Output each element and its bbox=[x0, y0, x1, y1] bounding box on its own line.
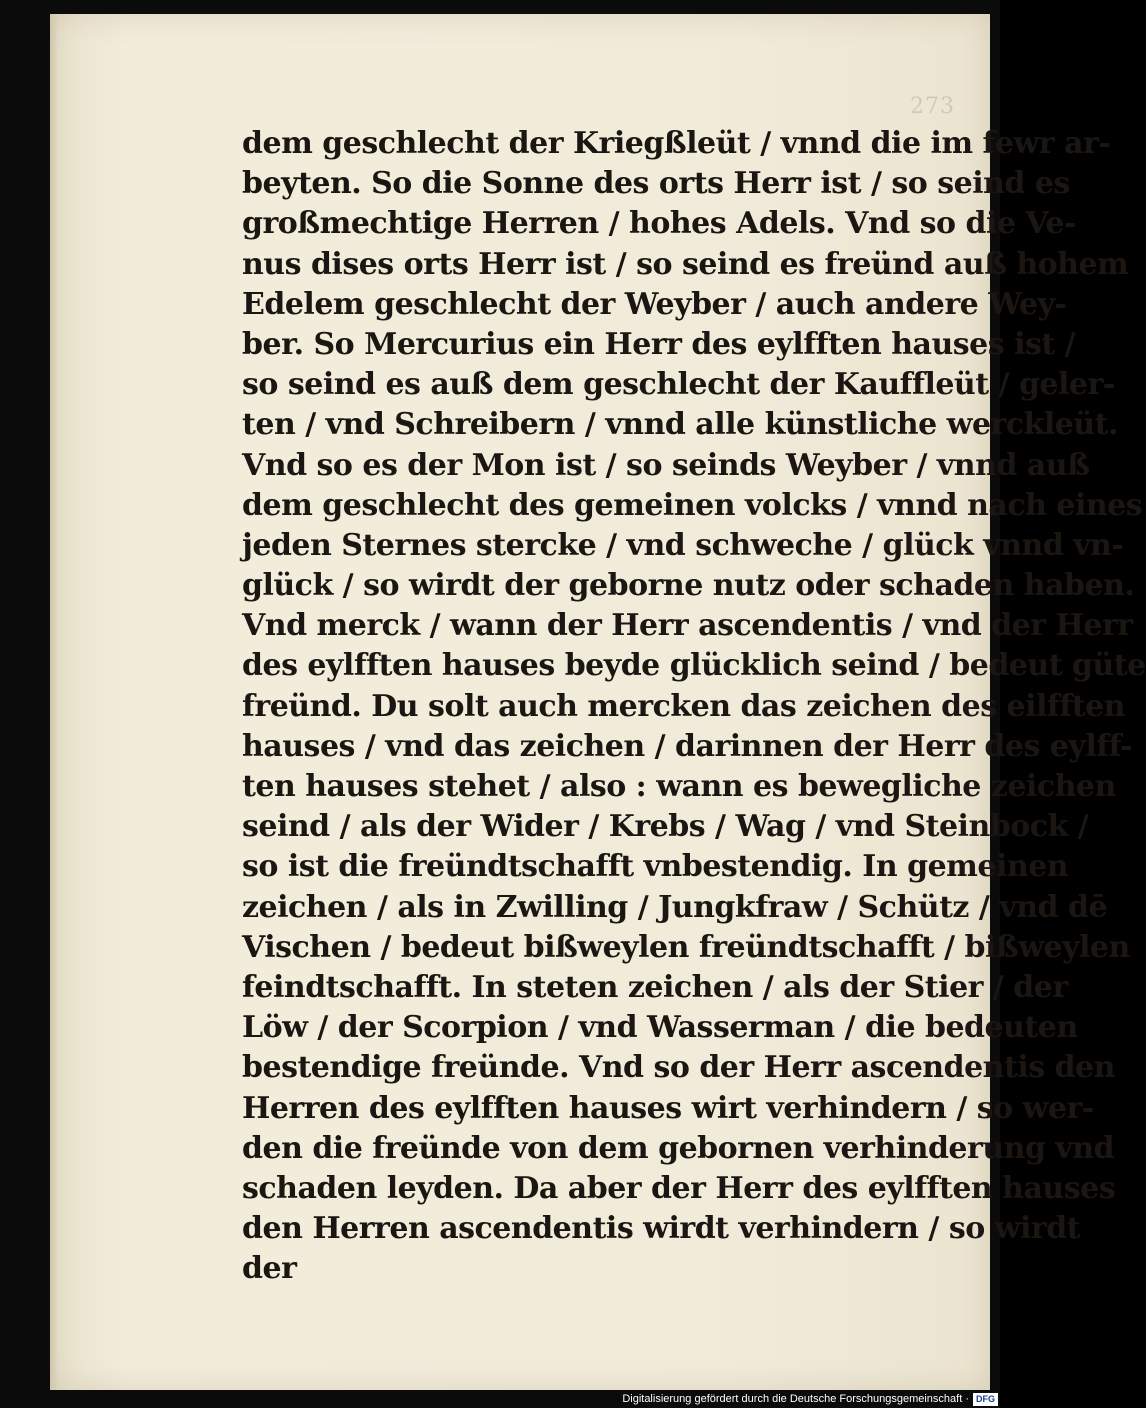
text-line: Löw / der Scorpion / vnd Wasserman / die bedeuten bbox=[242, 1010, 1078, 1046]
text-line: großmechtige Herren / hohes Adels. Vnd so die Ve- bbox=[242, 206, 1076, 242]
footer-bar bbox=[600, 1390, 1000, 1408]
text-line: Vnd so es der Mon ist / so seinds Weyber / vnnd auß bbox=[242, 447, 1090, 483]
catchword: der bbox=[242, 1251, 297, 1287]
text-line: des eylfften hauses beyde glücklich seind / bedeut güte bbox=[242, 648, 1146, 684]
text-line: seind / als der Wider / Krebs / Wag / vnd Steinbock / bbox=[242, 809, 1089, 845]
text-line: zeichen / als in Zwilling / Jungkfraw / Schütz / vnd dē bbox=[242, 889, 1108, 925]
text-line: jeden Sternes stercke / vnd schweche / glück vnnd vn- bbox=[242, 527, 1124, 563]
text-line: so seind es auß dem geschlecht der Kauffleüt / geler- bbox=[242, 367, 1115, 403]
text-line: Herren des eylfften hauses wirt verhindern / so wer- bbox=[242, 1090, 1094, 1126]
text-line: dem geschlecht des gemeinen volcks / vnnd nach eines bbox=[242, 487, 1143, 523]
text-line: bestendige freünde. Vnd so der Herr ascendentis den bbox=[242, 1050, 1115, 1086]
text-line: Vischen / bedeut bißweylen freündtschafft / bißweylen bbox=[242, 929, 1130, 965]
funding-credit: Digitalisierung gefördert durch die Deutsche Forschungsgemeinschaft · bbox=[622, 1393, 969, 1405]
text-block bbox=[242, 124, 1146, 1289]
text-line: den Herren ascendentis wirdt verhindern / so wirdt bbox=[242, 1211, 1081, 1247]
text-line: so ist die freündtschafft vnbestendig. In gemeinen bbox=[242, 849, 1069, 885]
text-line: hauses / vnd das zeichen / darinnen der Herr des eylff- bbox=[242, 728, 1132, 764]
text-line: glück / so wirdt der geborne nutz oder schaden haben. bbox=[242, 568, 1135, 604]
text-line: beyten. So die Sonne des orts Herr ist / so seind es bbox=[242, 166, 1070, 202]
text-line: ten / vnd Schreibern / vnnd alle künstliche werckleüt. bbox=[242, 407, 1118, 443]
text-line: Vnd merck / wann der Herr ascendentis / vnd der Herr bbox=[242, 608, 1133, 644]
dfg-logo: DFG bbox=[973, 1393, 998, 1406]
text-line: ten hauses stehet / also : wann es bewegliche zeichen bbox=[242, 769, 1116, 804]
text-line: dem geschlecht der Kriegßleüt / vnnd die im fewr ar- bbox=[242, 126, 1111, 161]
text-line: den die freünde von dem gebornen verhinderung vnd bbox=[242, 1130, 1115, 1166]
text-line: ber. So Mercurius ein Herr des eylfften hauses ist / bbox=[242, 326, 1076, 362]
text-line: feindtschafft. In steten zeichen / als der Stier / der bbox=[242, 969, 1068, 1005]
folio-number-ghost: 273 bbox=[910, 94, 955, 119]
text-line: nus dises orts Herr ist / so seind es freünd auß hohem bbox=[242, 246, 1129, 282]
text-line: schaden leyden. Da aber der Herr des eylfften hauses bbox=[242, 1170, 1116, 1206]
text-line: freünd. Du solt auch mercken das zeichen des eilfften bbox=[242, 688, 1125, 724]
book-page bbox=[50, 14, 1146, 1390]
text-line: Edelem geschlecht der Weyber / auch andere Wey- bbox=[242, 286, 1067, 322]
